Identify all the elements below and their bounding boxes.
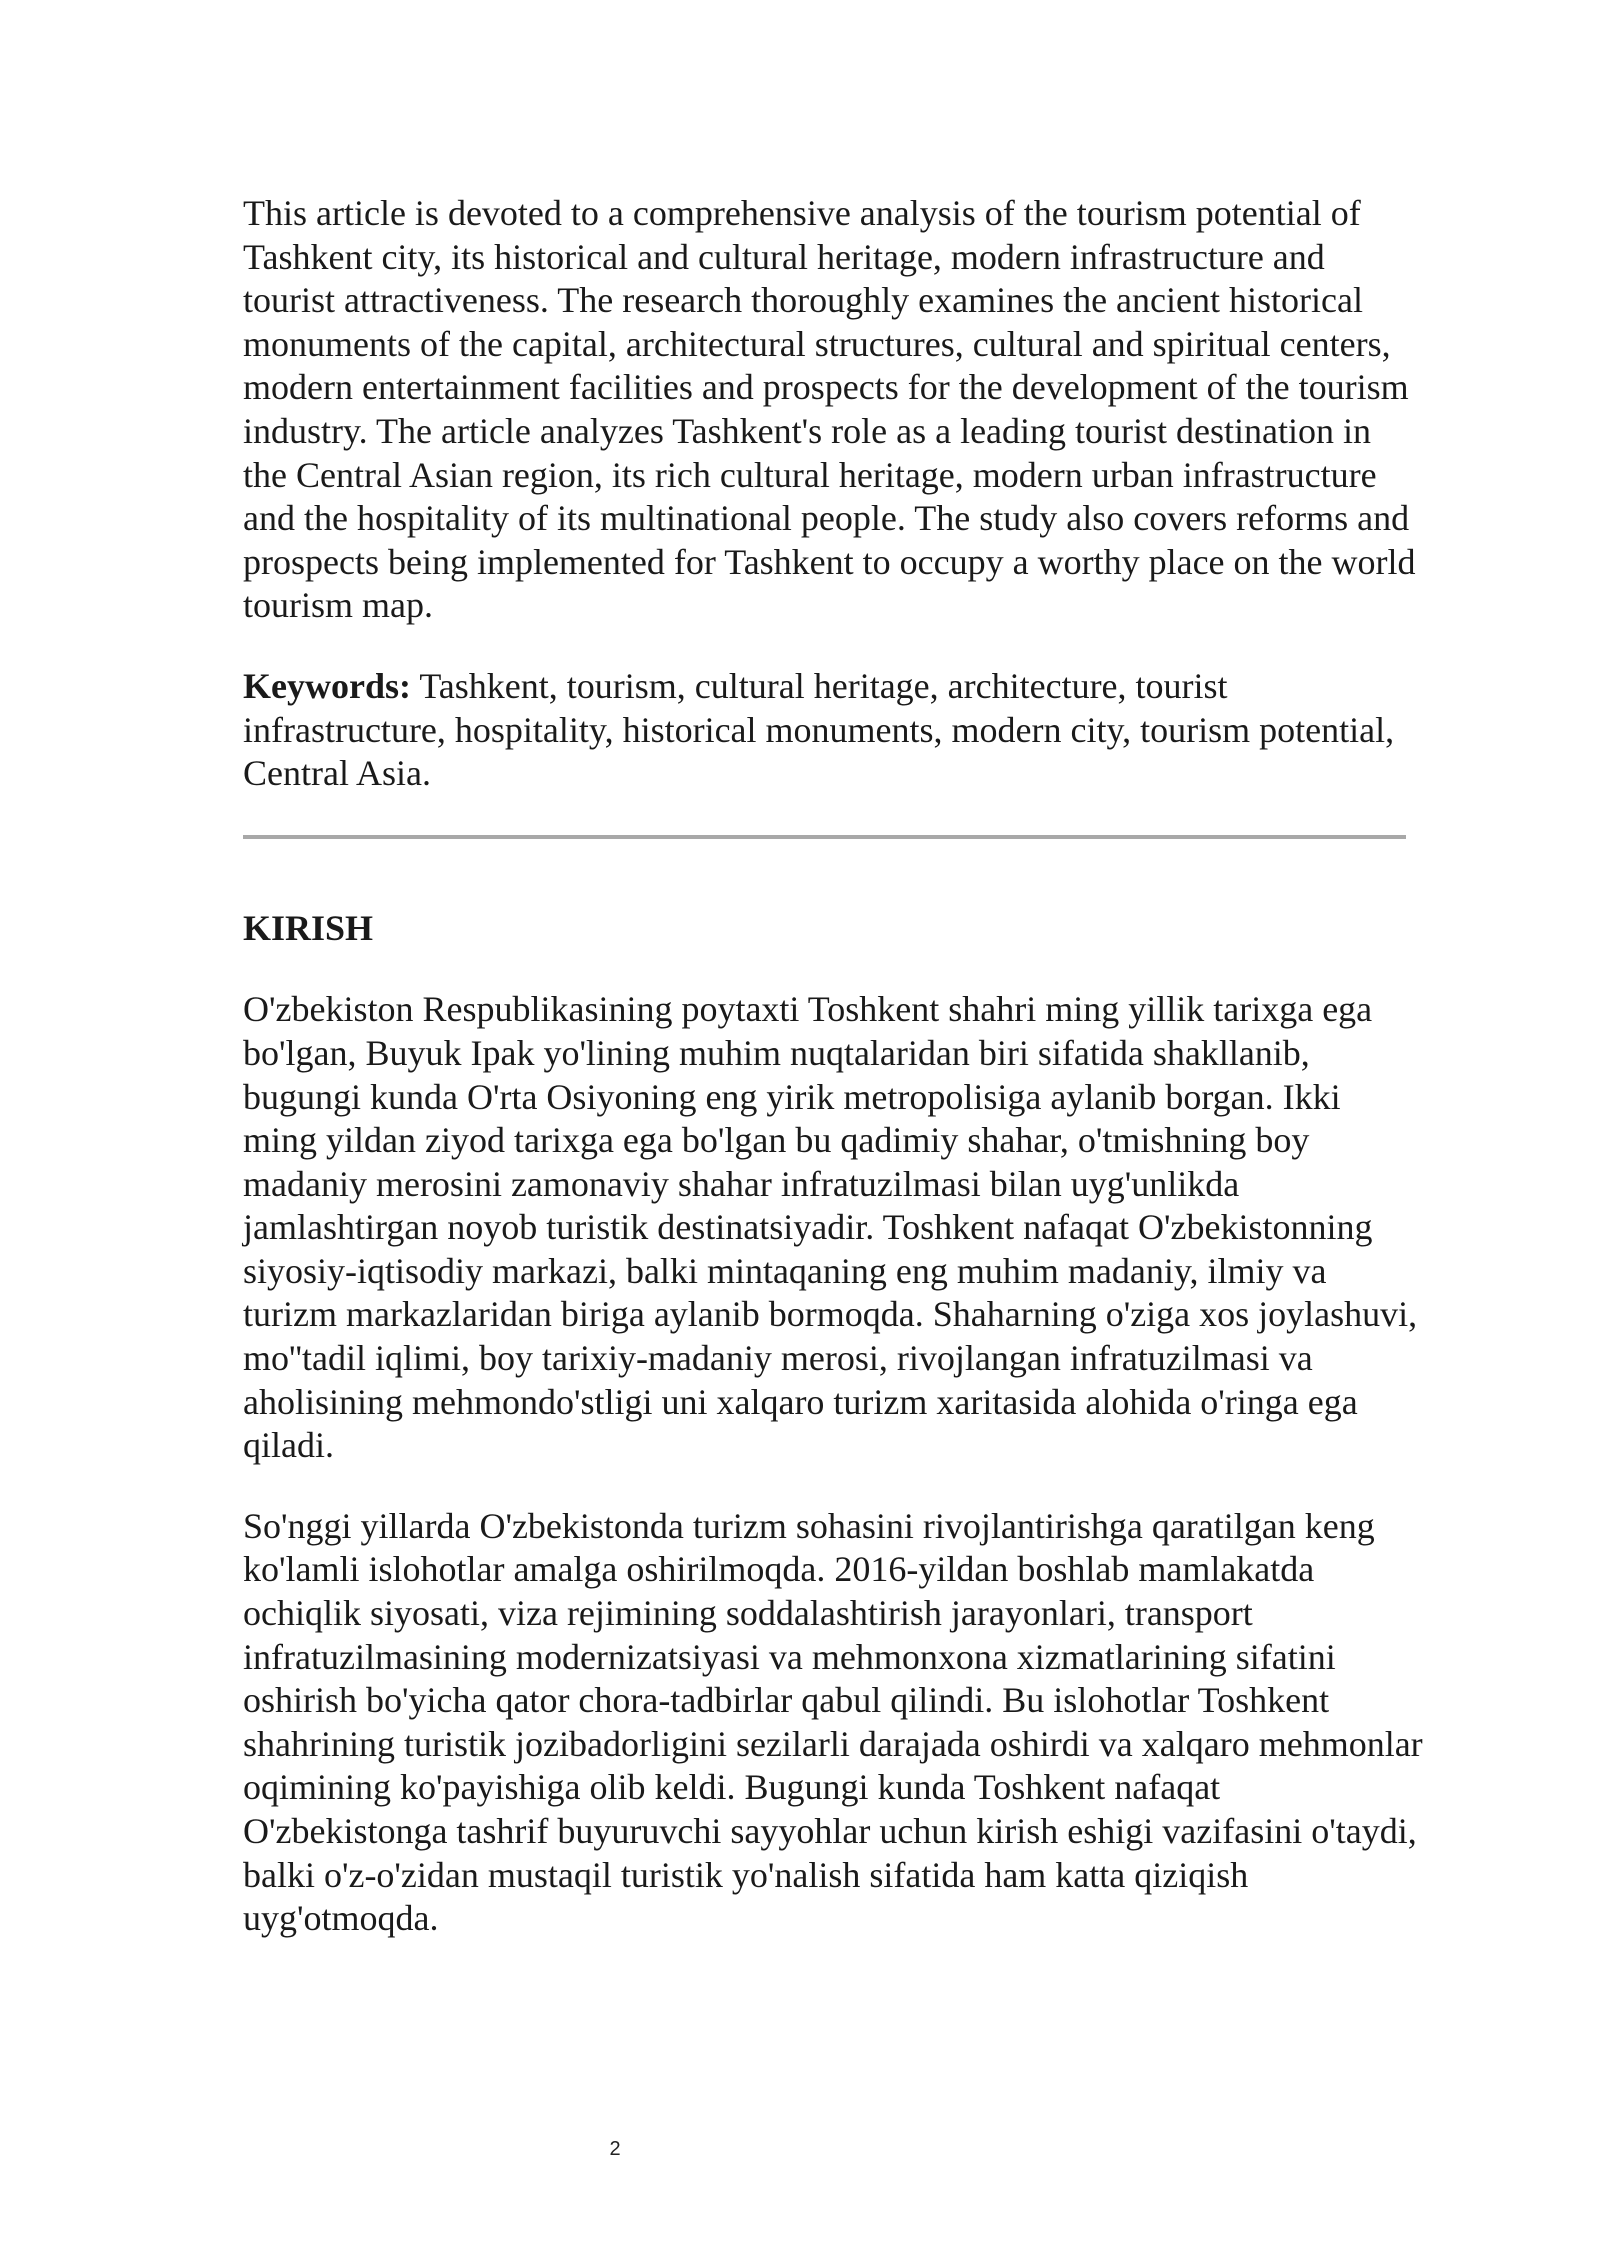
body-paragraph-1: O'zbekiston Respublikasining poytaxti Toshkent shahri ming yillik tarixga ega bo'lgan, Buyuk Ipak yo'lining muhim nuqtalaridan biri sifatida shakllanib, bugungi kunda O'rta Osiyoning eng yirik metropolisiga aylanib borgan. Ikki ming yildan ziyod tarixga ega bo'lgan bu qadimiy shahar, o'tmishning boy madaniy merosini zamonaviy shahar infratuzilmasi bilan uyg'unlikda jamlashtirgan noyob turistik destinatsiyadir. Toshkent nafaqat O'zbekistonning siyosiy-iqtisodiy markazi, balki mintaqaning eng muhim madaniy, ilmiy va turizm markazlaridan biriga aylanib bormoqda. Shaharning o'ziga xos joylashuvi, mo''tadil iqlimi, boy tarixiy-madaniy merosi, rivojlangan infratuzilmasi va aholisining mehmondo'stligi uni xalqaro turizm xaritasida alohida o'ringa ega qiladi. bbox=[243, 989, 1418, 1466]
abstract-paragraph: This article is devoted to a comprehensive analysis of the tourism potential of Tashkent city, its historical and cultural heritage, modern infrastructure and tourist attractiveness. The research thoroughly examines the ancient historical monuments of the capital, architectural structures, cultural and spiritual centers, modern entertainment facilities and prospects for the development of the tourism industry. The article analyzes Tashkent's role as a leading tourist destination in the Central Asian region, its rich cultural heritage, modern urban infrastructure and the hospitality of its multinational people. The study also covers reforms and prospects being implemented for Tashkent to occupy a worthy place on the world tourism map. bbox=[243, 193, 1416, 626]
keywords-label: Keywords: bbox=[243, 665, 411, 706]
keywords-text: Tashkent, tourism, cultural heritage, architecture, tourist infrastructure, hospitality, historical monuments, modern city, tourism potential, Central Asia. bbox=[243, 665, 1395, 794]
page-number: 2 bbox=[609, 2138, 621, 2160]
section-heading: KIRISH bbox=[243, 907, 374, 948]
keywords-paragraph bbox=[243, 665, 1423, 796]
horizontal-divider bbox=[243, 835, 1406, 839]
body-paragraph-2: So'nggi yillarda O'zbekistonda turizm sohasini rivojlantirishga qaratilgan keng ko'lamli islohotlar amalga oshirilmoqda. 2016-yildan boshlab mamlakatda ochiqlik siyosati, viza rejimining soddalashtirish jarayonlari, transport infratuzilmasining modernizatsiyasi va mehmonxona xizmatlarining sifatini oshirish bo'yicha qator chora-tadbirlar qabul qilindi. Bu islohotlar Toshkent shahrining turistik jozibadorligini sezilarli darajada oshirdi va xalqaro mehmonlar oqimining ko'payishiga olib keldi. Bugungi kunda Toshkent nafaqat O'zbekistonga tashrif buyuruvchi sayyohlar uchun kirish eshigi vazifasini o'taydi, balki o'z-o'zidan mustaqil turistik yo'nalish sifatida ham katta qiziqish uyg'otmoqda. bbox=[243, 1505, 1423, 1939]
page-content bbox=[243, 192, 1423, 1941]
